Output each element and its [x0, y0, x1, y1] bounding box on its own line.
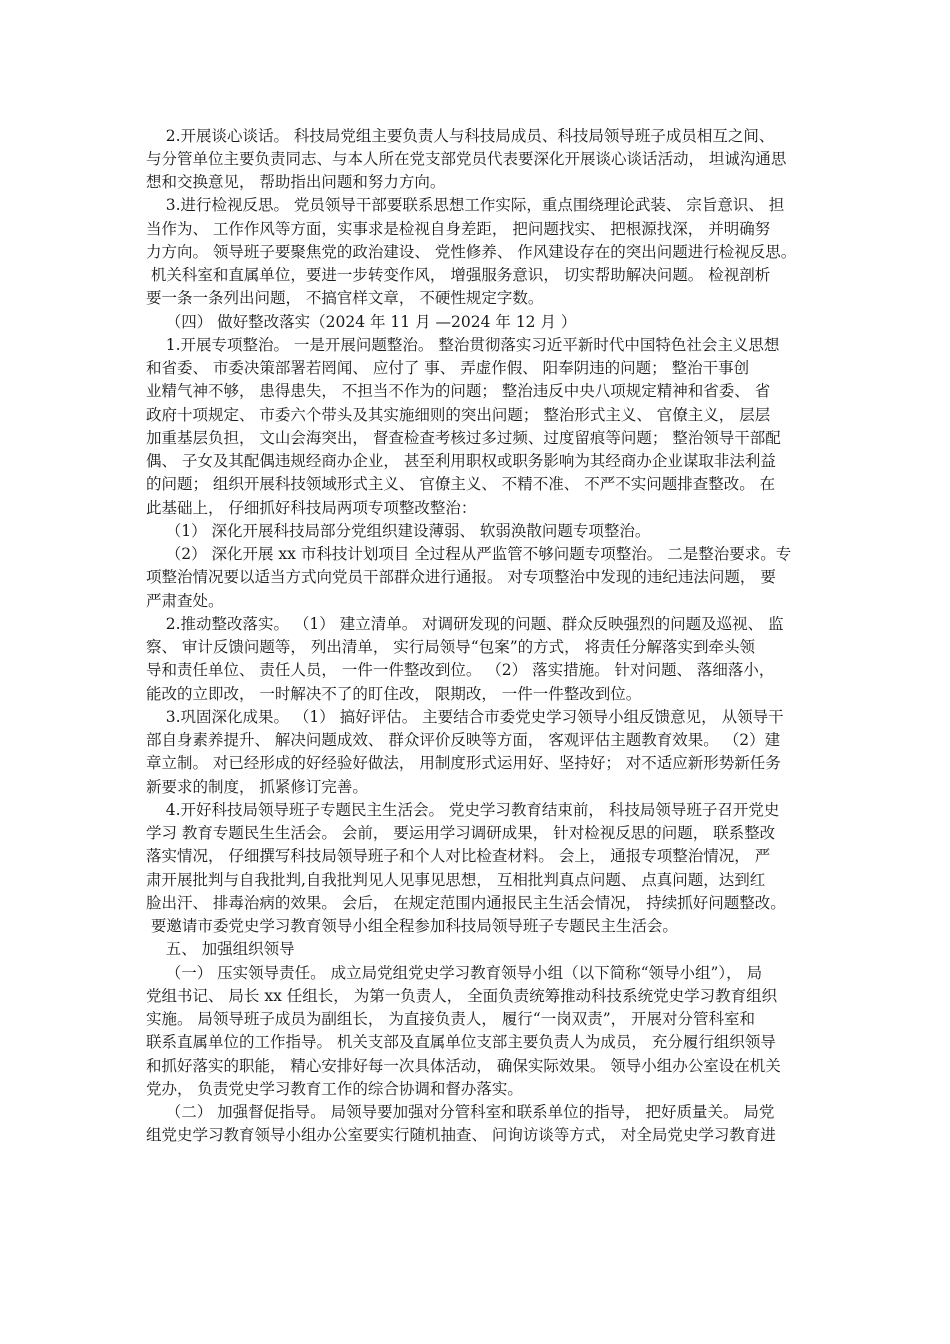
text-line: 章立制。 对已经形成的好经验好做法， 用制度形式运用好、坚持好； 对不适应新形势新任务 — [146, 754, 781, 773]
text-line: 新要求的制度， 抓紧修订完善。 — [146, 777, 368, 796]
text-line: 政府十项规定、 市委六个带头及其实施细则的突出问题； 整治形式主义、 官僚主义， 层层 — [146, 405, 771, 424]
text-line: 组党史学习教育领导小组办公室要实行随机抽查、 问询访谈等方式， 对全局党史学习教育进 — [146, 1126, 776, 1145]
text-line: （1） 深化开展科技局部分党组织建设薄弱、 软弱涣散问题专项整治。 — [146, 521, 651, 540]
text-line: 党组书记、 局长 xx 任组长， 为第一负责人， 全面负责统筹推动科技系统党史学习教育组织 — [146, 986, 778, 1005]
text-line: 肃开展批判与自我批判,自我批判见人见事见思想， 互相批判真点问题、 点真问题，达到红 — [146, 870, 766, 889]
text-line: 1.开展专项整治。 一是开展问题整治。 整治贯彻落实习近平新时代中国特色社会主义思想 — [146, 335, 780, 354]
text-line: 想和交换意见， 帮助指出问题和努力方向。 — [146, 173, 446, 191]
text-line: （2） 深化开展 xx 市科技计划项目 全过程从严监管不够问题专项整治。 二是整治要求。专 — [146, 545, 792, 563]
text-line: 学习 教育专题民生生活会。 会前， 要运用学习调研成果， 针对检视反思的问题， 联系整改 — [146, 824, 776, 842]
text-line: 项整治情况要以适当方式向党员干部群众进行通报。 对专项整治中发现的违纪违法问题， 要 — [146, 568, 776, 587]
text-line: 能改的立即改， 一时解决不了的盯住改， 限期改， 一件一件整改到位。 — [146, 684, 642, 703]
text-line: 实施。 局领导班子成员为副组长， 为直接负责人， 履行“一岗双责”， 开展对分管科室和 — [146, 1010, 756, 1028]
text-line: 4.开好科技局领导班子专题民主生活会。 党史学习教育结束前， 科技局领导班子召开党史 — [146, 800, 780, 819]
text-line: 和省委、 市委决策部署若罔闻、 应付了 事、 弄虚作假、 阳奉阴违的问题； 整治干事创 — [146, 359, 750, 377]
text-line: 要一条一条列出问题， 不搞官样文章， 不硬性规定字数。 — [146, 289, 544, 308]
text-line: 3.进行检视反思。 党员领导干部要联系思想工作实际，重点围绕理论武装、 宗旨意识、 担 — [146, 196, 785, 215]
text-line: 和抓好落实的职能， 精心安排好每一次具体活动， 确保实际效果。 领导小组办公室设在机关 — [146, 1056, 781, 1075]
text-line: （一） 压实领导责任。 成立局党组党史学习教育领导小组（以下简称“领导小组”）， 局 — [146, 963, 763, 982]
text-line: 联系直属单位的工作指导。 机关支部及直属单位支部主要负责人为成员， 充分履行组织领导 — [146, 1033, 776, 1052]
text-line: 察、 审计反馈问题等， 列出清单， 实行局领导“包案”的方式， 将责任分解落实到牵头领 — [146, 638, 756, 656]
text-line: 业精气神不够， 患得患失， 不担当不作为的问题； 整治违反中央八项规定精神和省委、 省 — [146, 382, 771, 401]
text-line: 3.巩固深化成果。 （1） 搞好评估。 主要结合市委党史学习领导小组反馈意见， 从领导干 — [146, 707, 784, 726]
text-line: 脸出汗、 排毒治病的效果。 会后， 在规定范围内通报民主生活会情况， 持续抓好问题整改。 — [146, 893, 786, 912]
text-line: 加重基层负担， 文山会海突出， 督查检查考核过多过频、过度留痕等问题； 整治领导干部配 — [146, 428, 781, 447]
text-line: 导和责任单位、 责任人员， 一件一件整改到位。 （2） 落实措施。 针对问题、 落细落小， — [146, 661, 775, 680]
text-line: 力方向。 领导班子要聚焦党的政治建设、 党性修养、 作风建设存在的突出问题进行检视反思。 — [146, 242, 797, 261]
text-line: （四） 做好整改落实（2024 年 11 月 —2024 年 12 月 ） — [146, 312, 577, 331]
text-line: 当作为、 工作作风等方面，实事求是检视自身差距， 把问题找实、 把根源找深， 并明确努 — [146, 219, 771, 238]
text-line: 严肃查处。 — [146, 591, 224, 610]
text-line: 与分管单位主要负责同志、与本人所在党支部党员代表要深化开展谈心谈话活动， 坦诚沟通思 — [146, 149, 787, 168]
text-line: 部自身素养提升、 解决问题成效、 群众评价反映等方面， 客观评估主题教育效果。 （2）建 — [146, 731, 781, 749]
text-line: 此基础上， 仔细抓好科技局两项专项整改整治： — [146, 498, 477, 517]
text-line: 落实情况， 仔细撰写科技局领导班子和个人对比检查材料。 会上， 通报专项整治情况， 严 — [146, 847, 771, 866]
text-line: 2.推动整改落实。 （1） 建立清单。 对调研发现的问题、群众反映强烈的问题及巡视、 监 — [146, 614, 784, 633]
text-line: 偶、 子女及其配偶违规经商办企业， 甚至利用职权或职务影响为其经商办企业谋取非法利益 — [146, 452, 776, 470]
text-line: 党办， 负责党史学习教育工作的综合协调和督办落实。 — [146, 1079, 523, 1098]
text-line: 机关科室和直属单位，要进一步转变作风， 增强服务意识， 切实帮助解决问题。 检视剖析 — [146, 266, 771, 284]
text-line: 2.开展谈心谈话。 科技局党组主要负责人与科技局成员、科技局领导班子成员相互之间、 — [146, 126, 775, 145]
text-line: 的问题； 组织开展科技领域形式主义、 官僚主义、 不精不准、 不严不实问题排查整改。 在 — [146, 475, 776, 494]
text-line: 五、 加强组织领导 — [146, 940, 295, 959]
text-line: （二） 加强督促指导。 局领导要加强对分管科室和联系单位的指导， 把好质量关。 局党 — [146, 1103, 775, 1121]
text-line: 要邀请市委党史学习教育领导小组全程参加科技局领导班子专题民主生活会。 — [146, 917, 678, 935]
